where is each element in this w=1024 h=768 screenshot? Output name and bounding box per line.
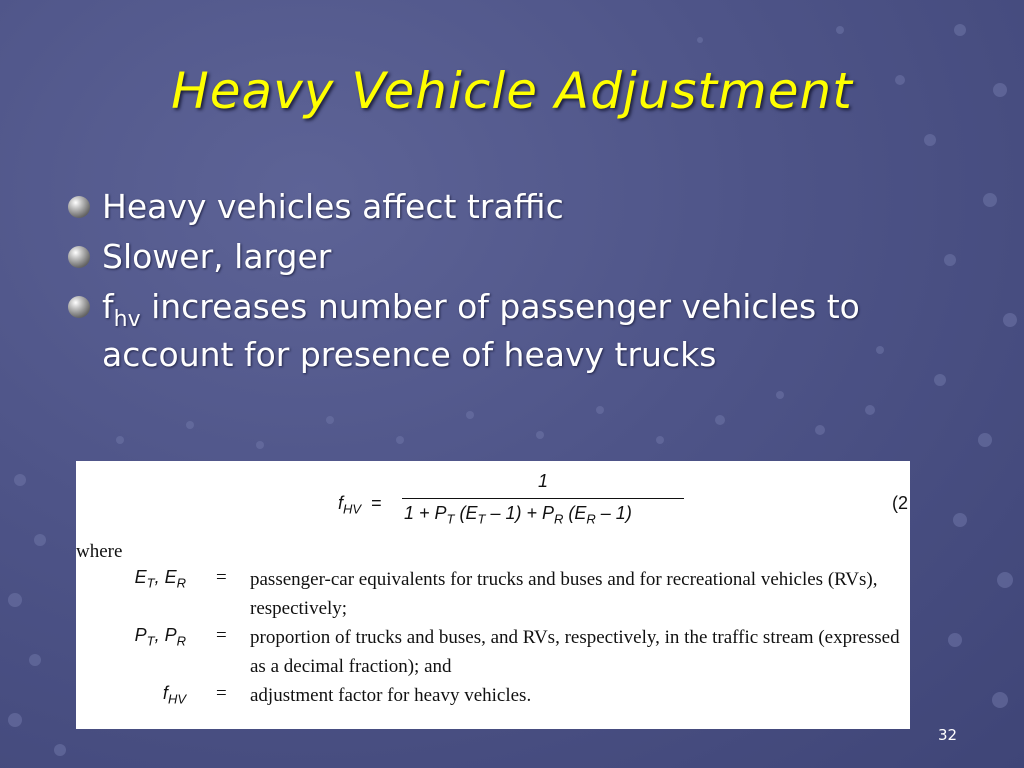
sphere-bullet-icon [68,296,90,318]
bullet-symbol: f [102,287,114,326]
equation-denominator: $1 + P_T$ $(E_T - 1) + P_R$ $(E_R - 1)$ [404,503,632,527]
fraction-bar [402,498,684,499]
page-number: 32 [938,726,958,744]
definition-row [76,623,910,683]
formula-image [76,461,910,729]
definition-equals: = [216,683,227,704]
definition-text: proportion of trucks and buses, and RVs, respectively, in the traffic stream (expressed as a decimal fraction); and [250,627,900,677]
equation [76,469,910,539]
definition-equals: = [216,625,227,646]
bullet-text: Heavy vehicles affect traffic [102,187,564,226]
bullet-text: Slower, larger [102,237,332,276]
bullet-item [68,185,968,228]
definition-row [76,681,910,711]
definition-symbol: $P_T$, $P_R$ [134,625,186,649]
equation-numerator: 1 [538,471,549,491]
equation-number: (2 [892,493,909,513]
sphere-bullet-icon [68,246,90,268]
where-label: where [76,541,123,562]
bullet-list [68,185,968,383]
slide-title: Heavy Vehicle Adjustment [171,62,853,120]
definition-symbol: $E_T$, $E_R$ [134,567,186,591]
equation-lhs: $f_{HV}$ = [338,493,382,517]
bullet-item [68,235,968,278]
definition-equals: = [216,567,227,588]
definition-text: adjustment factor for heavy vehicles. [250,685,532,706]
sphere-bullet-icon [68,196,90,218]
definition-text: passenger-car equivalents for trucks and buses and for recreational vehicles (RVs), respectively; [250,569,878,619]
definition-symbol: $f_{HV}$ [162,683,186,707]
bullet-symbol-subscript: hv [113,307,141,332]
definition-row [76,565,910,625]
bullet-item [68,285,968,376]
bullet-text: increases number of passenger vehicles to account for presence of heavy trucks [102,287,860,374]
